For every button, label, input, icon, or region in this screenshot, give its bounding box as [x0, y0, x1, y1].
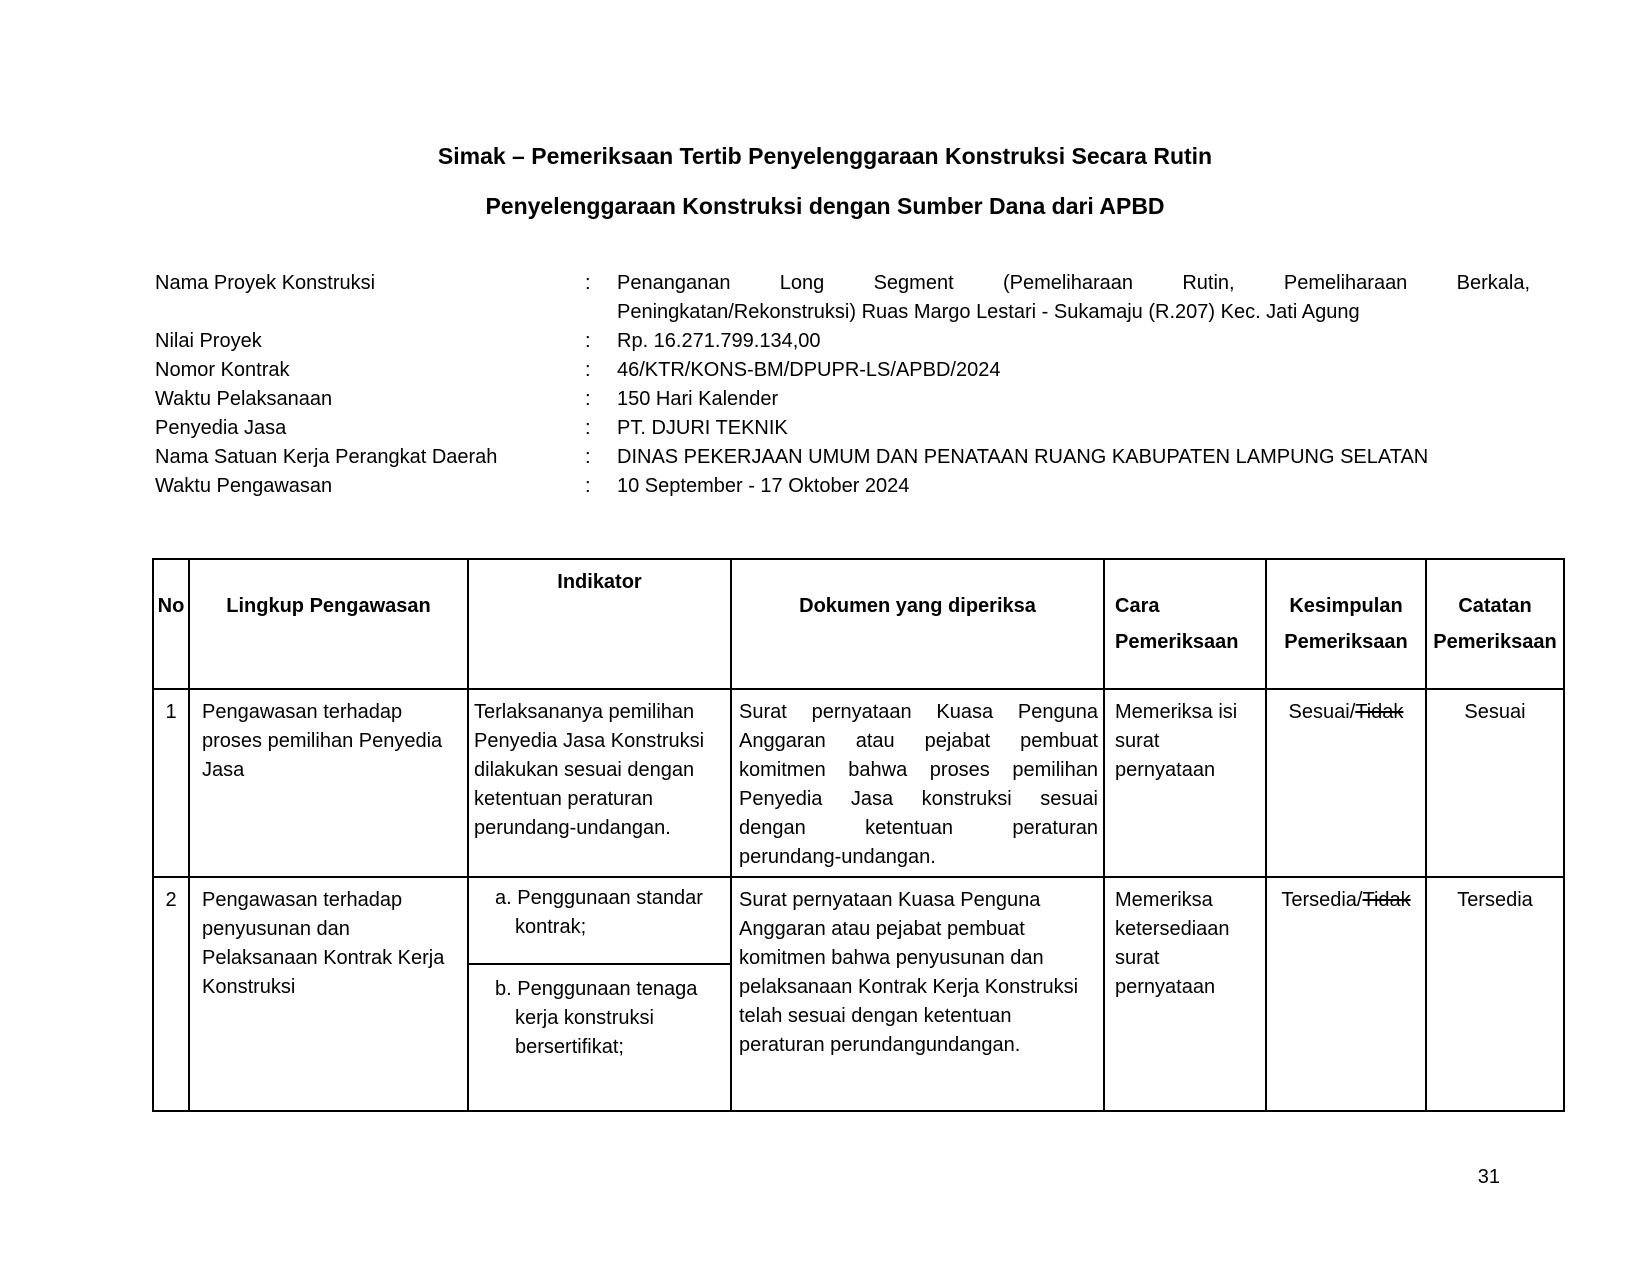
- info-label: Penyedia Jasa: [155, 417, 287, 439]
- info-label: Nama Satuan Kerja Perangkat Daerah: [155, 446, 498, 468]
- info-colon: :: [585, 475, 591, 497]
- header-cara-line1: Cara: [1115, 595, 1160, 617]
- header-lingkup-pengawasan: Lingkup Pengawasan: [189, 559, 468, 689]
- info-colon: :: [585, 330, 591, 352]
- info-value-line2: Peningkatan/Rekonstruksi) Ruas Margo Lestari - Sukamaju (R.207) Kec. Jati Agung: [617, 301, 1360, 323]
- project-info: [155, 269, 1530, 501]
- row2-catatan: Tersedia: [1426, 877, 1564, 1111]
- info-colon: :: [585, 272, 591, 294]
- inspection-table: [152, 558, 1565, 1112]
- header-cara-pemeriksaan: [1104, 559, 1266, 689]
- info-value: [617, 269, 1530, 327]
- header-catatan-pemeriksaan: [1426, 559, 1564, 689]
- document-title-line1: Simak – Pemeriksaan Tertib Penyelenggaraan Konstruksi Secara Rutin: [437, 143, 1213, 169]
- info-label: Nama Proyek Konstruksi: [155, 272, 376, 294]
- row1-number: 1: [153, 689, 189, 877]
- table-row: [153, 877, 1564, 1111]
- info-label: Nomor Kontrak: [155, 359, 290, 381]
- info-label: Nilai Proyek: [155, 330, 262, 352]
- info-label: Waktu Pengawasan: [155, 475, 333, 497]
- header-dokumen-diperiksa: Dokumen yang diperiksa: [731, 559, 1104, 689]
- info-value: 10 September - 17 Oktober 2024: [617, 475, 910, 497]
- row2-kesimpulan-struck-option: Tidak: [1362, 889, 1411, 911]
- row2-kesimpulan: [1266, 877, 1426, 1111]
- header-kesimpulan-pemeriksaan: [1266, 559, 1426, 689]
- row1-lingkup: Pengawasan terhadap proses pemilihan Penyedia Jasa: [189, 689, 468, 877]
- info-row-penyedia-jasa: [155, 414, 1530, 443]
- header-catatan-line1: Catatan: [1458, 595, 1532, 617]
- row1-indikator: Terlaksananya pemilihan Penyedia Jasa Konstruksi dilakukan sesuai dengan ketentuan peraturan perundang-undangan.: [468, 689, 731, 877]
- info-row-waktu-pengawasan: [155, 472, 1530, 501]
- row2-indikator: [468, 877, 731, 1111]
- row1-kesimpulan-struck-option: Tidak: [1355, 701, 1404, 723]
- info-row-satuan-kerja: [155, 443, 1530, 472]
- row2-indikator-item-a: a. Penggunaan standar kontrak;: [469, 878, 730, 965]
- row2-lingkup: Pengawasan terhadap penyusunan dan Pelaksanaan Kontrak Kerja Konstruksi: [189, 877, 468, 1111]
- info-row-waktu-pelaksanaan: [155, 385, 1530, 414]
- info-label: Waktu Pelaksanaan: [155, 388, 333, 410]
- info-value: 150 Hari Kalender: [617, 388, 779, 410]
- info-value-line1: Penanganan Long Segment (Pemeliharaan Rutin, Pemeliharaan Berkala,: [617, 272, 1530, 294]
- row2-dokumen: Surat pernyataan Kuasa Penguna Anggaran atau pejabat pembuat komitmen bahwa penyusunan dan pelaksanaan Kontrak Kerja Konstruksi telah sesuai dengan ketentuan peraturan perundangundangan.: [731, 877, 1104, 1111]
- info-colon: :: [585, 359, 591, 381]
- info-colon: :: [585, 446, 591, 468]
- header-no: No: [153, 559, 189, 689]
- row1-kesimpulan: [1266, 689, 1426, 877]
- info-value: PT. DJURI TEKNIK: [617, 417, 788, 439]
- table-row: [153, 689, 1564, 877]
- header-cara-line2: Pemeriksaan: [1115, 631, 1239, 653]
- row2-kesimpulan-option: Tersedia/: [1281, 889, 1363, 911]
- row1-kesimpulan-option: Sesuai/: [1288, 701, 1356, 723]
- header-catatan-line2: Pemeriksaan: [1433, 631, 1557, 653]
- row1-catatan: Sesuai: [1426, 689, 1564, 877]
- row1-cara: Memeriksa isi surat pernyataan: [1104, 689, 1266, 877]
- row2-number: 2: [153, 877, 189, 1111]
- row2-indikator-item-b: b. Penggunaan tenaga kerja konstruksi bersertifikat;: [495, 978, 698, 1058]
- info-value: DINAS PEKERJAAN UMUM DAN PENATAAN RUANG KABUPATEN LAMPUNG SELATAN: [617, 446, 1429, 468]
- row1-dokumen: Surat pernyataan Kuasa Penguna Anggaran atau pejabat pembuat komitmen bahwa proses pemilihan Penyedia Jasa konstruksi sesuai dengan ketentuan peraturan perundang-undangan.: [731, 689, 1104, 877]
- info-colon: :: [585, 388, 591, 410]
- document-title-line2: Penyelenggaraan Konstruksi dengan Sumber Dana dari APBD: [485, 193, 1165, 219]
- info-value: Rp. 16.271.799.134,00: [617, 330, 821, 352]
- info-row-nomor-kontrak: [155, 356, 1530, 385]
- table-header-row: [153, 559, 1564, 689]
- header-indikator: Indikator: [468, 559, 731, 689]
- header-kesimpulan-line1: Kesimpulan: [1289, 595, 1403, 617]
- row2-cara: Memeriksa ketersediaan surat pernyataan: [1104, 877, 1266, 1111]
- info-row-nilai-proyek: [155, 327, 1530, 356]
- info-colon: :: [585, 417, 591, 439]
- page-number: 31: [1477, 1166, 1500, 1188]
- header-kesimpulan-line2: Pemeriksaan: [1284, 631, 1408, 653]
- info-row-nama-proyek: [155, 269, 1530, 327]
- info-value: 46/KTR/KONS-BM/DPUPR-LS/APBD/2024: [617, 359, 1001, 381]
